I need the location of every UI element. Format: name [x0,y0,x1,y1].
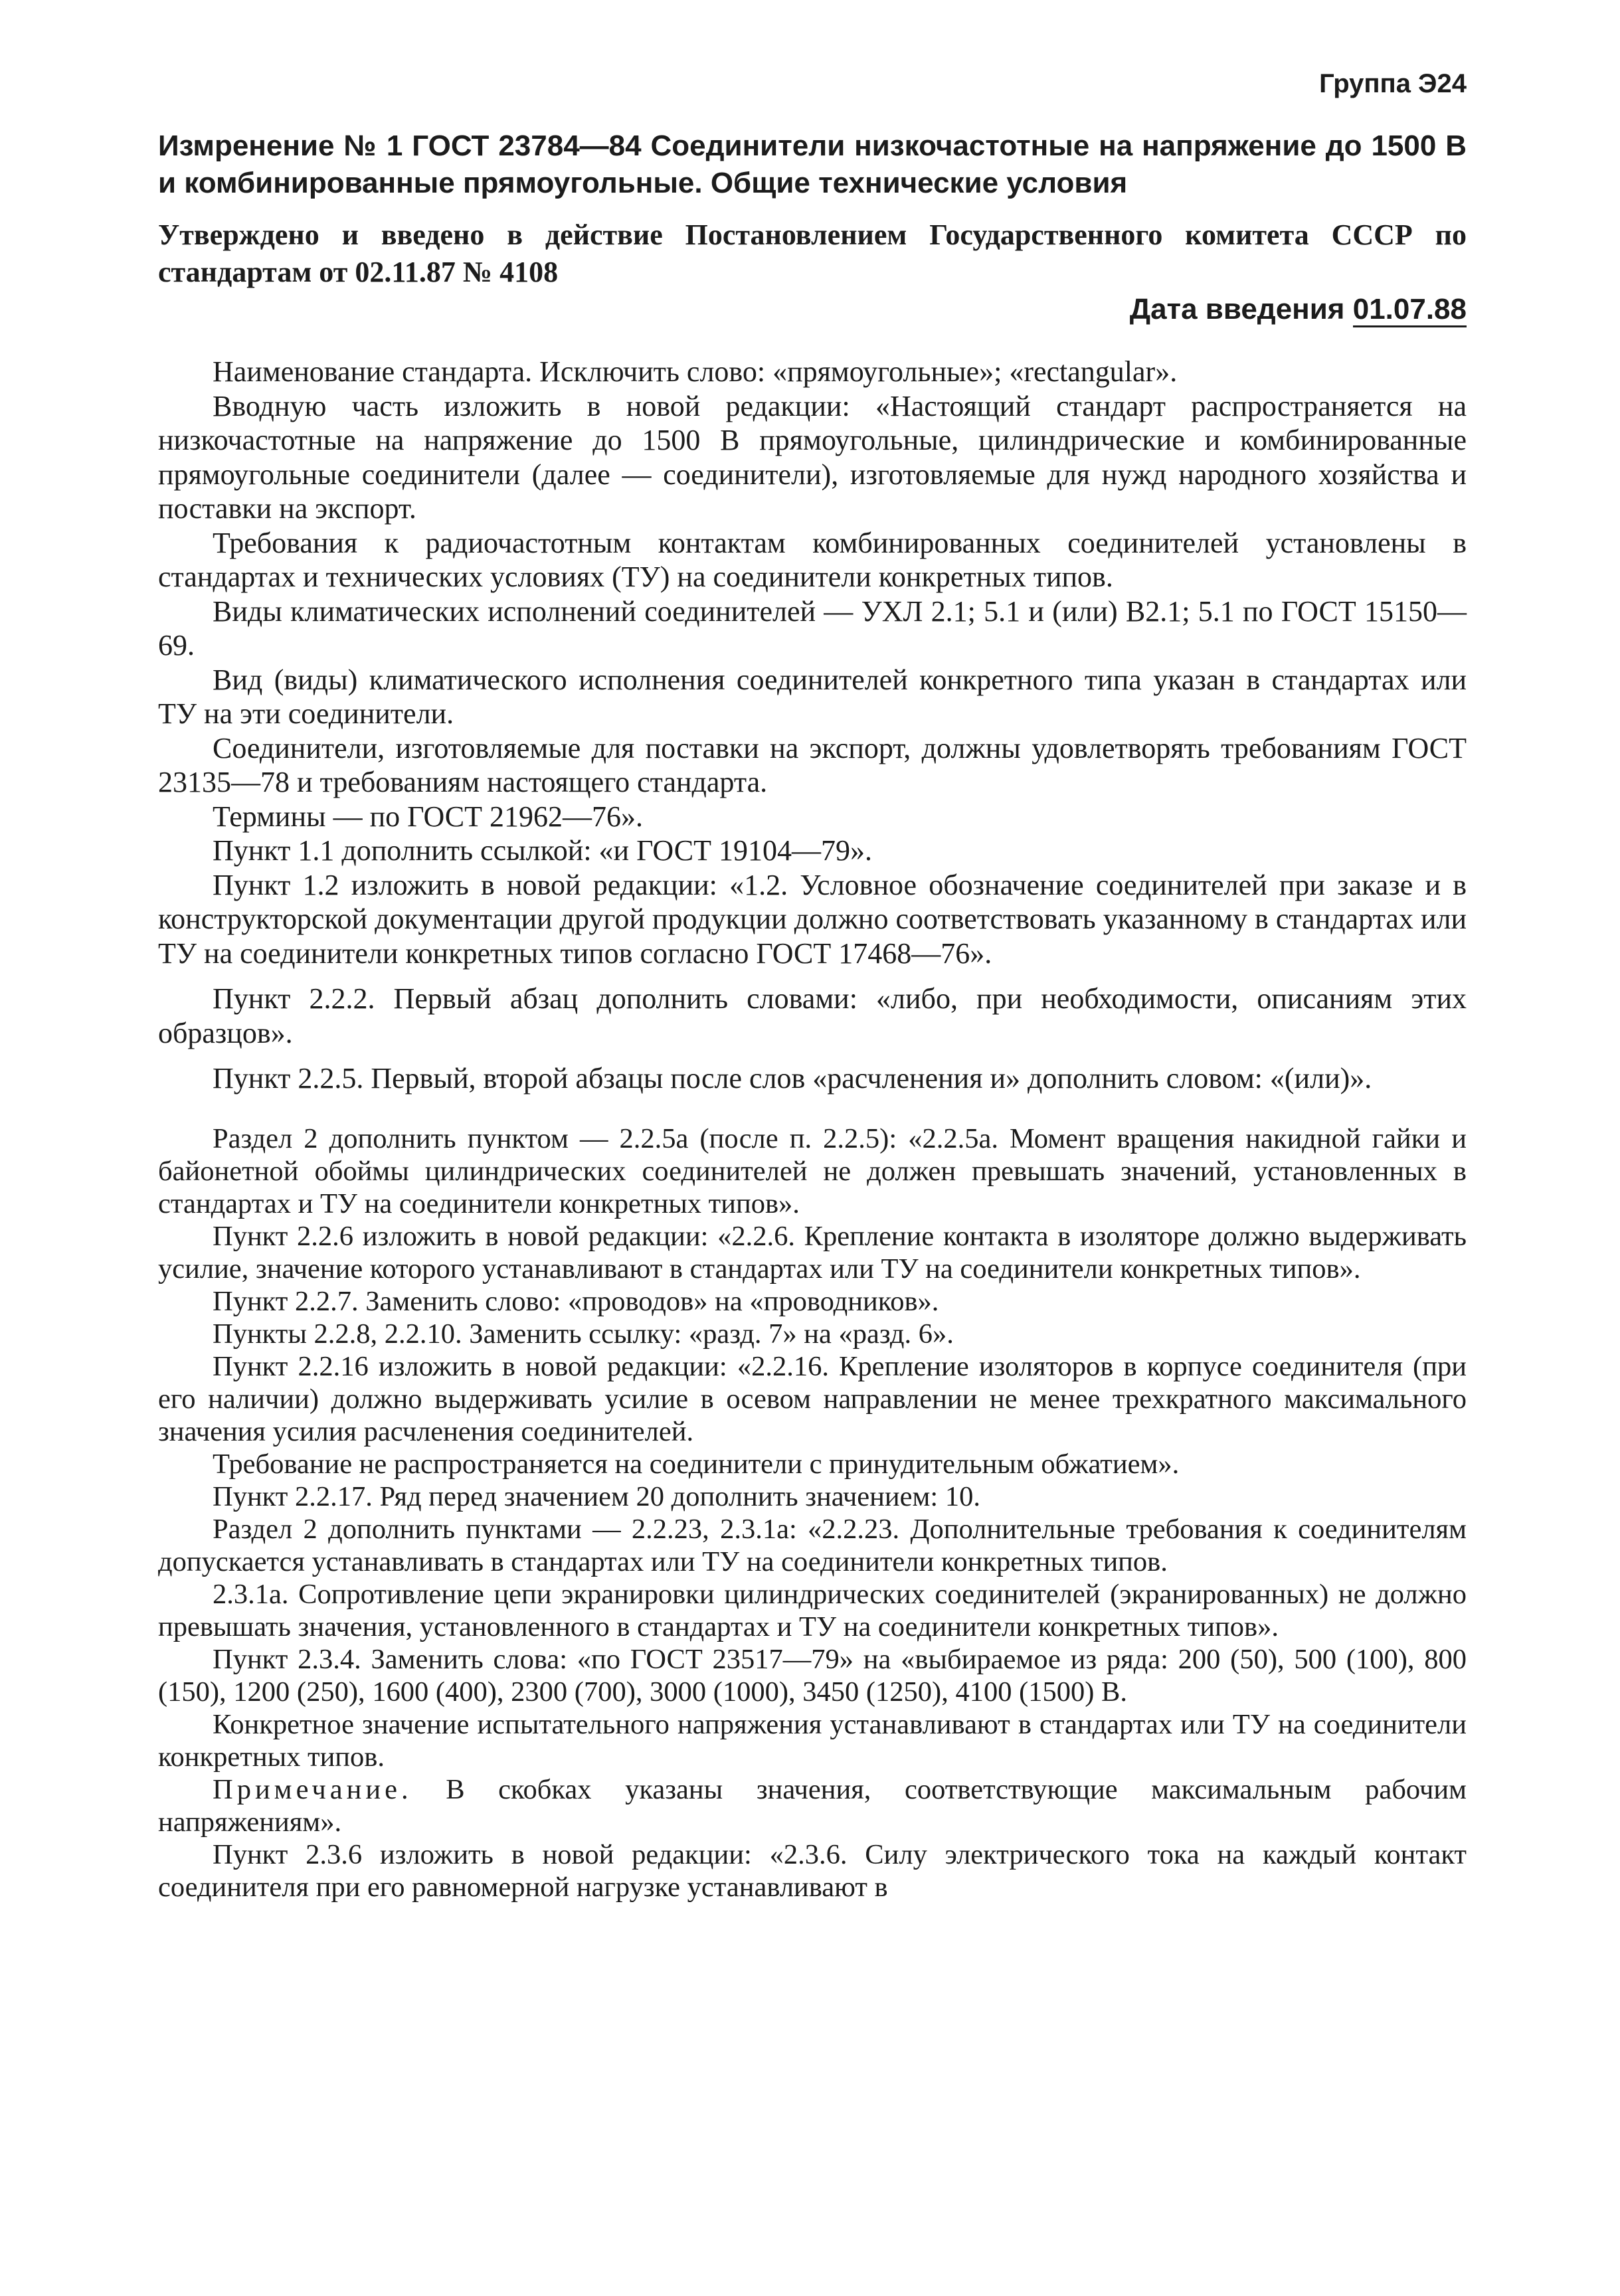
paragraph-climate-specific: Вид (виды) климатического исполнения соединителей конкретного типа указан в стандартах или ТУ на эти соединители. [158,663,1467,730]
paragraph-item-2-2-23: Раздел 2 дополнить пунктами — 2.2.23, 2.3.1а: «2.2.23. Дополнительные требования к соединителям допускается устанавливать в стандартах или ТУ на соединители конкретных типов. [158,1513,1467,1577]
paragraph-compression: Требование не распространяется на соединители с принудительным обжатием». [213,1448,1180,1480]
paragraph-item-2-3-4: Пункт 2.3.4. Заменить слова: «по ГОСТ 23517—79» на «выбираемое из ряда: 200 (50), 500 (100), 800 (150), 1200 (250), 1600 (400), 2300 (700), 3000 (1000), 3450 (1250), 4100 (1500) В. [158,1643,1467,1708]
amendment-body [158,355,1467,1903]
effective-date-line [158,291,1467,328]
paragraph-item-2-2-6: Пункт 2.2.6 изложить в новой редакции: «2.2.6. Крепление контакта в изоляторе должно выдерживать усилие, значение которого устанавливают в стандартах или ТУ на соединители конкретных типов». [158,1220,1467,1284]
approval-statement: Утверждено и введено в действие Постановлением Государственного комитета СССР по стандартам от 02.11.87 № 4108 [158,219,1467,288]
paragraph-item-2-3-1a: 2.3.1а. Сопротивление цепи экранировки цилиндрических соединителей (экранированных) не должно превышать значения, установленного в стандартах и ТУ на соединители конкретных типов». [158,1578,1467,1642]
paragraph-item-1-1: Пункт 1.1 дополнить ссылкой: «и ГОСТ 19104—79». [213,834,872,867]
paragraph-intro: Вводную часть изложить в новой редакции: «Настоящий стандарт распространяется на низкочастотные на напряжение до 1500 В прямоугольные, цилиндрические и комбинированные прямоугольные соединители (далее — соединители), изготовляемые для нужд народного хозяйства и поставки на экспорт. [158,389,1467,525]
paragraph-item-2-3-6: Пункт 2.3.6 изложить в новой редакции: «2.3.6. Силу электрического тока на каждый контакт соединителя при его равномерной нагрузке устанавливают в [158,1838,1467,1903]
amendment-title: Измpенение № 1 ГОСТ 23784—84 Соединители низкочастотные на напряжение до 1500 В и комбинированные прямоугольные. Общие технические условия [158,130,1467,199]
paragraph-standard-name: Наименование стандарта. Исключить слово: «прямоугольные»; «rectangular». [213,355,1178,388]
paragraph-climate-types: Виды климатических исполнений соединителей — УХЛ 2.1; 5.1 и (или) В2.1; 5.1 по ГОСТ 15150—69. [158,594,1467,662]
paragraph-test-voltage: Конкретное значение испытательного напряжения устанавливают в стандартах или ТУ на соединители конкретных типов. [158,1708,1467,1773]
effective-date-label: Дата введения [1129,293,1345,325]
paragraph-rf-contacts: Требования к радиочастотным контактам комбинированных соединителей установлены в стандартах и технических условиях (ТУ) на соединители конкретных типов. [158,526,1467,593]
effective-date-value: 01.07.88 [1353,293,1467,327]
document-page [158,64,1467,1903]
paragraph-item-2-2-5a: Раздел 2 дополнить пунктом — 2.2.5а (после п. 2.2.5): «2.2.5а. Момент вращения накидной гайки и байонетной обоймы цилиндрических соединителей не должен превышать значений, установленных в стандартах и ТУ на соединители конкретных типов». [158,1122,1467,1219]
paragraph-item-2-2-8: Пункты 2.2.8, 2.2.10. Заменить ссылку: «разд. 7» на «разд. 6». [213,1318,954,1350]
paragraph-terms: Термины — по ГОСТ 21962—76». [213,800,643,833]
paragraph-item-2-2-16: Пункт 2.2.16 изложить в новой редакции: «2.2.16. Крепление изоляторов в корпусе соединителя (при его наличии) должно выдерживать усилие в осевом направлении не менее трехкратного максимального значения усилия расчленения соединителей. [158,1350,1467,1447]
note-label: Примечание. [213,1773,412,1805]
paragraph-item-1-2: Пункт 1.2 изложить в новой редакции: «1.2. Условное обозначение соединителей при заказе и в конструкторской документации другой продукции должно соответствовать указанному в стандартах или ТУ на соединители конкретных типов согласно ГОСТ 17468—76». [158,868,1467,970]
note-text: В скобках указаны значения, соответствующие максимальным рабочим напряжениям». [158,1773,1467,1838]
paragraph-item-2-2-7: Пункт 2.2.7. Заменить слово: «проводов» на «проводников». [213,1285,939,1317]
paragraph-item-2-2-17: Пункт 2.2.17. Ряд перед значением 20 дополнить значением: 10. [213,1480,980,1512]
group-code: Группа Э24 [1319,69,1467,98]
paragraph-item-2-2-2: Пункт 2.2.2. Первый абзац дополнить словами: «либо, при необходимости, описаниям этих образцов». [158,982,1467,1049]
paragraph-item-2-2-5: Пункт 2.2.5. Первый, второй абзацы после слов «расчленения и» дополнить словом: «(или)». [213,1062,1372,1095]
paragraph-export: Соединители, изготовляемые для поставки на экспорт, должны удовлетворять требованиям ГОСТ 23135—78 и требованиям настоящего стандарта. [158,731,1467,798]
paragraph-note [158,1773,1467,1838]
